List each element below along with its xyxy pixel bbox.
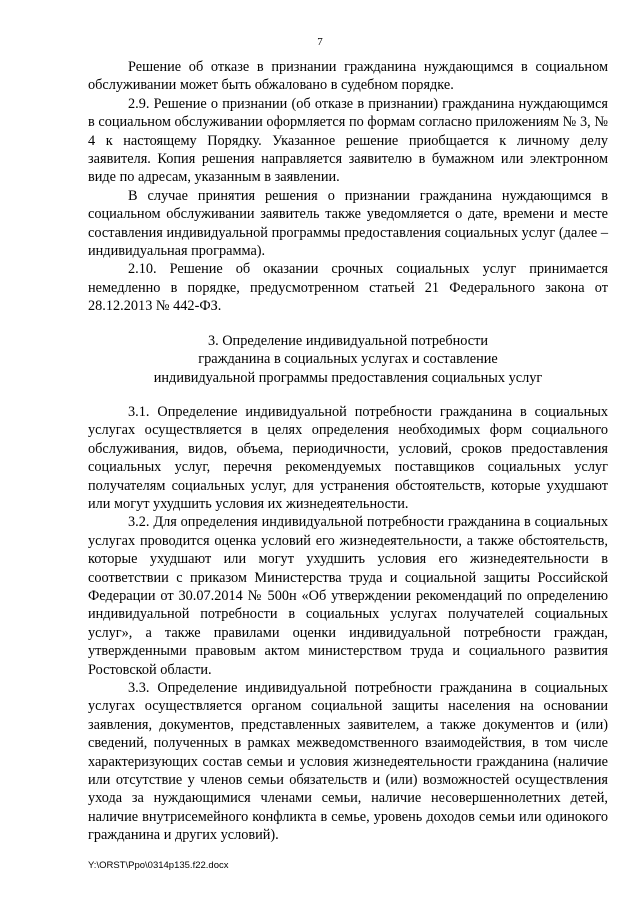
file-path-footer: Y:\ORST\Ppo\0314p135.f22.docx bbox=[88, 860, 229, 871]
section-3-heading bbox=[88, 332, 608, 387]
paragraph-notification: В случае принятия решения о признании гражданина нуждающимся в социальном обслуживании заявитель также уведомляется о дате, времени и месте составления индивидуальной программы предоставления социальных услуг (далее – индивидуальная программа). bbox=[88, 187, 608, 260]
paragraph-3-1: 3.1. Определение индивидуальной потребности гражданина в социальных услугах осуществляется в целях определения необходимых форм социального обслуживания, видов, объема, периодичности, условий, сроков предоставления социальных услуг, перечня рекомендуемых поставщиков социальных услуг получателям социальных услуг, для устранения обстоятельств, которые ухудшают или могут ухудшить условия их жизнедеятельности. bbox=[88, 403, 608, 512]
section-heading-line: гражданина в социальных услугах и составление bbox=[198, 351, 498, 368]
paragraph-2-10: 2.10. Решение об оказании срочных социальных услуг принимается немедленно в порядке, предусмотренном статьей 21 Федерального закона от 28.12.2013 № 442-ФЗ. bbox=[88, 261, 608, 315]
page-number: 7 bbox=[317, 36, 323, 48]
paragraph-appeal: Решение об отказе в признании гражданина нуждающимся в социальном обслуживании может быть обжаловано в судебном порядке. bbox=[88, 59, 608, 94]
section-heading-line: индивидуальной программы предоставления социальных услуг bbox=[153, 369, 543, 386]
paragraph-3-2: 3.2. Для определения индивидуальной потребности гражданина в социальных услугах проводится оценка условий его жизнедеятельности, а также обстоятельств, которые ухудшают или могут ухудшить условия его жизнедеятельности в соответствии с приказом Министерства труда и социальной защиты Российской Федерации от 30.07.2014 № 500н «Об утверждении рекомендаций по определению индивидуальной потребности в социальных услугах получателей социальных услуг», а также правилами оценки индивидуальной потребности граждан, утвержденными правовым актом министерством труда и социального развития Ростовской области. bbox=[88, 514, 608, 678]
paragraph-3-3: 3.3. Определение индивидуальной потребности гражданина в социальных услугах осуществляется органом социальной защиты населения на основании заявления, документов, представленных заявителем, а также документов и (или) сведений, полученных в рамках межведомственного взаимодействия, в том числе характеризующих состав семьи и условия жизнедеятельности гражданина (наличие или отсутствие у членов семьи обязательств и (или) возможностей осуществления ухода за нуждающимися членами семьи, наличие несовершеннолетних детей, наличие внутрисемейного конфликта в семье, уровень доходов семьи или одинокого гражданина и других условий). bbox=[88, 680, 608, 844]
section-heading-line: 3. Определение индивидуальной потребности bbox=[207, 332, 489, 349]
document-body bbox=[88, 58, 608, 845]
paragraph-2-9: 2.9. Решение о признании (об отказе в признании) гражданина нуждающимся в социальном обслуживании оформляется по формам согласно приложениям № 3, № 4 к настоящему Порядку. Указанное решение приобщается к личному делу заявителя. Копия решения направляется заявителю в бумажном или электронном виде по адресам, указанным в заявлении. bbox=[88, 95, 608, 186]
